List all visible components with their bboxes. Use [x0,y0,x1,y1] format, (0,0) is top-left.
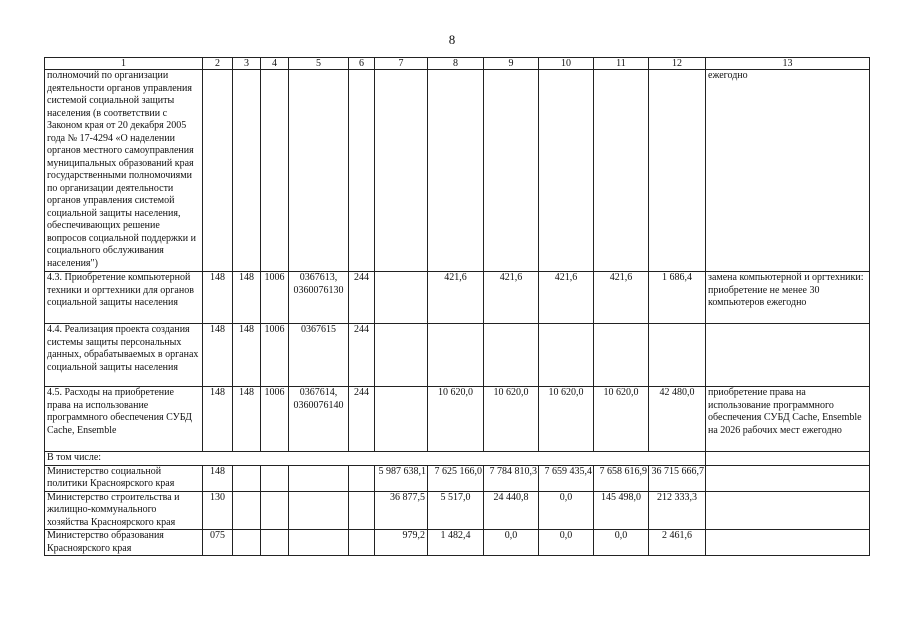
cell [261,530,289,556]
cell: 0,0 [594,530,649,556]
table-row [45,324,870,387]
cell: 5 987 638,1 [375,465,428,491]
cell: 1 482,4 [428,530,484,556]
result-note: ежегодно [706,70,870,272]
result-note [706,324,870,387]
cell [349,491,375,530]
cell: 7 658 616,9 [594,465,649,491]
cell: 7 659 435,4 [539,465,594,491]
cell [706,465,870,491]
cell [706,530,870,556]
row-description: 4.4. Реализация проекта создания системы защиты персональных данных, обрабатываемых в органах социальной защиты населения [45,324,203,387]
cell [349,70,375,272]
column-header: 1 [45,58,203,70]
cell [539,70,594,272]
cell [233,491,261,530]
row-description: 4.5. Расходы на приобретение права на использование программного обеспечения СУБД Cache, Ensemble [45,387,203,452]
ministry-code: 130 [203,491,233,530]
row-description: 4.3. Приобретение компьютерной техники и оргтехники для органов социальной защиты населения [45,272,203,324]
ministry-name: Министерство строительства и жилищно-коммунального хозяйства Красноярского края [45,491,203,530]
ministry-name: Министерство социальной политики Красноярского края [45,465,203,491]
budget-table [44,57,870,556]
column-header: 11 [594,58,649,70]
cell [375,70,428,272]
cell: 5 517,0 [428,491,484,530]
cell: 42 480,0 [649,387,706,452]
ministry-row [45,465,870,491]
cell: 421,6 [594,272,649,324]
cell: 148 [233,272,261,324]
cell [261,70,289,272]
cell: 0367613, 0360076130 [289,272,349,324]
table-row [45,272,870,324]
ministry-code: 148 [203,465,233,491]
table-row [45,70,870,272]
ministry-code: 075 [203,530,233,556]
subheader-row [45,452,870,466]
cell [233,465,261,491]
cell: 10 620,0 [539,387,594,452]
subheader-label: В том числе: [45,452,706,466]
cell: 421,6 [539,272,594,324]
cell [289,491,349,530]
cell: 1006 [261,272,289,324]
column-header: 7 [375,58,428,70]
cell: 36 877,5 [375,491,428,530]
column-header: 10 [539,58,594,70]
cell [261,465,289,491]
cell: 10 620,0 [594,387,649,452]
cell [484,324,539,387]
cell: 7 784 810,3 [484,465,539,491]
column-header: 2 [203,58,233,70]
row-description: полномочий по организации деятельности органов управления системой социальной защиты населения (в соответствии с Законом края от 20 декабря 2005 года № 17-4294 «О наделении органов местного самоуправления муниципальных образований края государственными полномочиями по организации деятельности органов управления системой социальной защиты населения, обеспечивающих решение вопросов социальной поддержки и социального обслуживания населения") [45,70,203,272]
cell [375,272,428,324]
column-header: 13 [706,58,870,70]
page-number: 8 [448,32,456,47]
table-row [45,387,870,452]
column-header: 12 [649,58,706,70]
cell: 212 333,3 [649,491,706,530]
column-numbers-row [45,58,870,70]
cell: 148 [203,387,233,452]
cell [289,465,349,491]
cell: 421,6 [484,272,539,324]
ministry-row [45,491,870,530]
cell [539,324,594,387]
result-note: приобретение права на использование программного обеспечения СУБД Cache, Ensemble на 2026 рабочих мест ежегодно [706,387,870,452]
cell: 1 686,4 [649,272,706,324]
cell [594,324,649,387]
cell: 421,6 [428,272,484,324]
cell [484,70,539,272]
cell [428,70,484,272]
ministry-name: Министерство образования Красноярского края [45,530,203,556]
cell: 2 461,6 [649,530,706,556]
cell: 0,0 [539,530,594,556]
cell [261,491,289,530]
column-header: 3 [233,58,261,70]
cell: 7 625 166,0 [428,465,484,491]
cell: 244 [349,387,375,452]
column-header: 4 [261,58,289,70]
cell: 0,0 [539,491,594,530]
cell [375,387,428,452]
cell [649,70,706,272]
cell [706,452,870,466]
result-note: замена компьютерной и оргтехники: приобретение не менее 30 компьютеров ежегодно [706,272,870,324]
cell [233,530,261,556]
cell: 148 [203,272,233,324]
column-header: 6 [349,58,375,70]
cell [203,70,233,272]
cell: 145 498,0 [594,491,649,530]
cell: 148 [233,324,261,387]
cell: 979,2 [375,530,428,556]
cell: 244 [349,272,375,324]
cell: 1006 [261,387,289,452]
cell: 24 440,8 [484,491,539,530]
cell [649,324,706,387]
column-header: 9 [484,58,539,70]
cell [233,70,261,272]
cell [594,70,649,272]
cell: 148 [203,324,233,387]
cell [349,530,375,556]
ministry-row [45,530,870,556]
cell: 0,0 [484,530,539,556]
cell: 10 620,0 [428,387,484,452]
cell: 244 [349,324,375,387]
cell [428,324,484,387]
cell: 1006 [261,324,289,387]
cell [289,70,349,272]
cell: 0367614, 0360076140 [289,387,349,452]
column-header: 5 [289,58,349,70]
cell [375,324,428,387]
column-header: 8 [428,58,484,70]
cell: 148 [233,387,261,452]
cell [289,530,349,556]
cell [706,491,870,530]
cell: 36 715 666,7 [649,465,706,491]
cell: 10 620,0 [484,387,539,452]
cell [349,465,375,491]
cell: 0367615 [289,324,349,387]
